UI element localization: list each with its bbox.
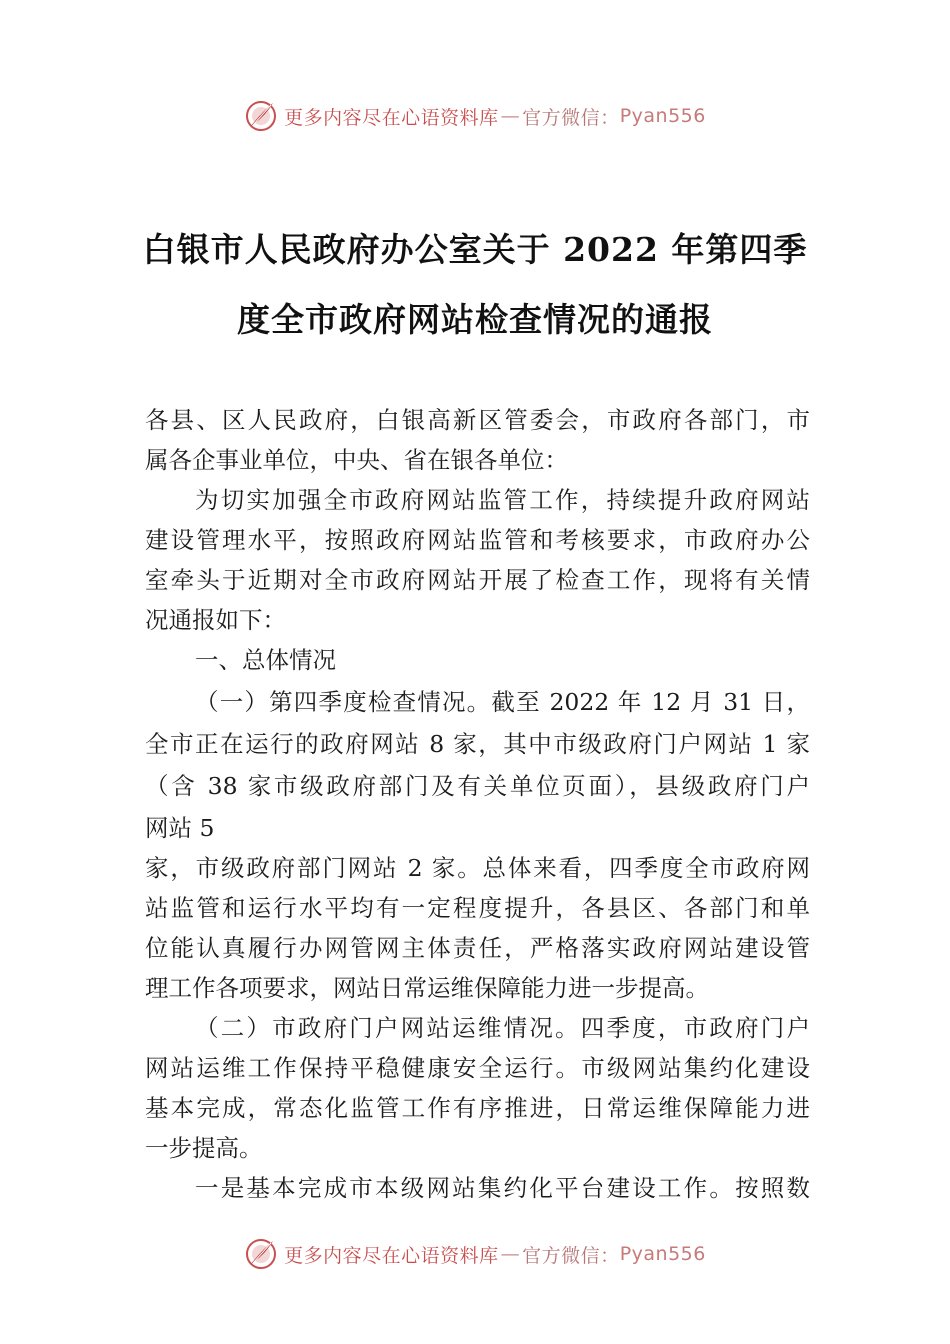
body-line: 站监管和运行水平均有一定程度提升，各县区、各部门和单 xyxy=(145,894,810,922)
body-line: 一是基本完成市本级网站集约化平台建设工作。按照数 xyxy=(195,1174,810,1202)
body-line: 理工作各项要求，网站日常运维保障能力进一步提高。 xyxy=(145,974,709,1002)
feather-logo-icon xyxy=(244,99,278,133)
body-line: 位能认真履行办网管网主体责任，严格落实政府网站建设管 xyxy=(145,934,810,962)
watermark-dash: — xyxy=(500,1243,521,1265)
body-line: 一步提高。 xyxy=(145,1134,263,1162)
body-line: （含 38 家市级政府部门及有关单位页面），县级政府门户 xyxy=(145,772,810,800)
body-line: 属各企事业单位，中央、省在银各单位： xyxy=(145,446,568,474)
section-heading: 一、总体情况 xyxy=(195,646,336,674)
body-line: 建设管理水平，按照政府网站监管和考核要求，市政府办公 xyxy=(145,526,810,554)
body-line: 况通报如下： xyxy=(145,606,286,634)
watermark-brand: 更多内容尽在心语资料库 xyxy=(284,106,499,129)
body-line: 基本完成，常态化监管工作有序推进，日常运维保障能力进 xyxy=(145,1094,810,1122)
watermark-wechat-id: Pyan556 xyxy=(619,1243,706,1265)
document-title-line-2: 度全市政府网站检查情况的通报 xyxy=(237,300,713,339)
watermark-brand: 更多内容尽在心语资料库 xyxy=(284,1244,499,1267)
watermark-dash: — xyxy=(500,105,521,127)
body-line: 各县、区人民政府，白银高新区管委会，市政府各部门，市 xyxy=(145,406,810,434)
watermark-wechat-id: Pyan556 xyxy=(619,105,706,127)
watermark-label: 官方微信： xyxy=(522,106,620,129)
document-title-line-1: 白银市人民政府办公室关于 2022 年第四季 xyxy=(142,230,808,269)
feather-logo-icon xyxy=(244,1237,278,1271)
body-line: （一）第四季度检查情况。截至 2022 年 12 月 31 日， xyxy=(195,688,810,716)
body-line: 家，市级政府部门网站 2 家。总体来看，四季度全市政府网 xyxy=(145,854,810,882)
body-line: 全市正在运行的政府网站 8 家，其中市级政府门户网站 1 家 xyxy=(145,730,810,758)
body-line: 网站运维工作保持平稳健康安全运行。市级网站集约化建设 xyxy=(145,1054,810,1082)
body-line: 室牵头于近期对全市政府网站开展了检查工作，现将有关情 xyxy=(145,566,810,594)
watermark-header xyxy=(0,96,950,136)
watermark-label: 官方微信： xyxy=(522,1244,620,1267)
watermark-footer xyxy=(0,1234,950,1274)
body-line: 为切实加强全市政府网站监管工作，持续提升政府网站 xyxy=(195,486,810,514)
body-line: 网站 5 xyxy=(145,814,215,842)
body-line: （二）市政府门户网站运维情况。四季度，市政府门户 xyxy=(195,1014,810,1042)
